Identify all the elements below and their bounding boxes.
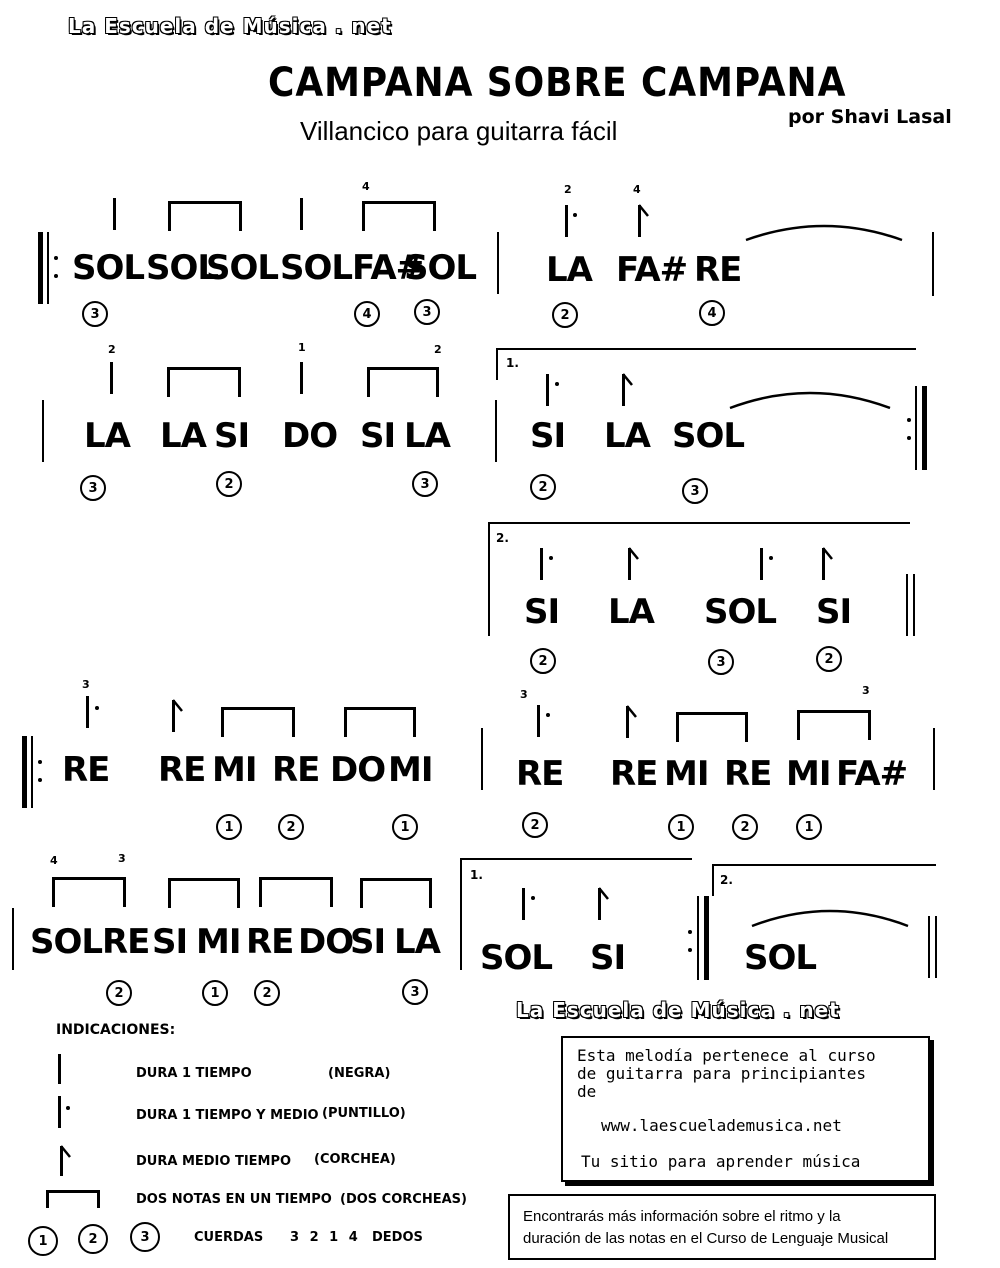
eighth-stem	[97, 1190, 100, 1208]
eighth-stem	[429, 878, 432, 908]
barline	[12, 908, 14, 970]
beam	[52, 877, 126, 880]
dotted-stem	[760, 548, 763, 580]
string-circle: 2	[732, 814, 758, 840]
author: por Shavi Lasal	[788, 106, 952, 128]
volta-label: 1.	[470, 868, 483, 882]
finger-number: 3	[118, 852, 126, 865]
flag	[628, 547, 640, 561]
volta-bracket	[488, 522, 490, 636]
course-line: de	[577, 1082, 597, 1101]
repeat-dot	[38, 778, 42, 782]
dot	[531, 896, 535, 900]
volta-bracket	[496, 348, 916, 350]
course-box	[561, 1036, 930, 1182]
note: SOL	[404, 248, 477, 288]
legend-text: DURA MEDIO TIEMPO	[136, 1154, 292, 1169]
note: RE	[516, 754, 564, 794]
flag	[626, 705, 638, 719]
flag	[822, 547, 834, 561]
legend-text: DURA 1 TIEMPO	[136, 1066, 252, 1081]
string-circle: 2	[530, 648, 556, 674]
quarter-stem	[300, 362, 303, 394]
dot	[546, 713, 550, 717]
note: RE	[272, 750, 320, 790]
quarter-stem	[113, 198, 116, 230]
note: SOL	[280, 248, 353, 288]
string-circle: 3	[130, 1222, 160, 1252]
beam	[168, 201, 242, 204]
repeat-dot	[688, 930, 692, 934]
eighth-stem	[344, 707, 347, 737]
beam	[360, 878, 432, 881]
note: FA#	[836, 754, 908, 794]
page-title: CAMPANA SOBRE CAMPANA	[268, 60, 847, 106]
eighth-stem	[168, 878, 171, 908]
note: RE	[62, 750, 110, 790]
eighth-stem	[259, 877, 262, 907]
string-circle: 1	[28, 1226, 58, 1256]
flag	[60, 1145, 72, 1159]
info-line: Encontrarás más información sobre el ritmo y la	[523, 1208, 841, 1225]
dot	[573, 213, 577, 217]
dotted-stem	[546, 374, 549, 406]
note: RE	[694, 250, 742, 290]
volta-bracket	[712, 864, 714, 896]
note: SOL	[146, 248, 219, 288]
final-barline	[913, 574, 915, 636]
volta-bracket	[460, 858, 462, 970]
note: MI	[196, 922, 241, 962]
note: SI	[590, 938, 626, 978]
finger-number: 2	[108, 343, 116, 356]
dotted-stem	[540, 548, 543, 580]
note: RE	[102, 922, 150, 962]
flag	[622, 373, 634, 387]
string-circle: 1	[668, 814, 694, 840]
note: MI	[388, 750, 433, 790]
beam	[797, 710, 871, 713]
finger-number: 4	[50, 854, 58, 867]
finger-numbers: 3 2 1 4	[290, 1230, 358, 1245]
strings-label: CUERDAS	[194, 1230, 264, 1245]
string-circle: 3	[412, 471, 438, 497]
repeat-dot	[38, 760, 42, 764]
finger-number: 4	[362, 180, 370, 193]
note: FA#	[352, 248, 424, 288]
course-tagline: Tu sitio para aprender música	[581, 1152, 861, 1171]
note: SOL	[30, 922, 103, 962]
dotted-stem	[537, 705, 540, 737]
note: SOL	[480, 938, 553, 978]
string-circle: 3	[402, 979, 428, 1005]
tie	[744, 220, 904, 250]
beam	[367, 367, 439, 370]
note: MI	[664, 754, 709, 794]
note: RE	[246, 922, 294, 962]
dotted-stem	[565, 205, 568, 237]
note: RE	[724, 754, 772, 794]
eighth-stem	[46, 1190, 49, 1208]
barline	[915, 386, 917, 470]
eighth-stem	[221, 707, 224, 737]
beam	[221, 707, 295, 710]
note: SOL	[704, 592, 777, 632]
string-circle: 2	[278, 814, 304, 840]
dot	[66, 1106, 70, 1110]
string-circle: 1	[202, 980, 228, 1006]
string-circle: 1	[796, 814, 822, 840]
flag	[172, 699, 184, 713]
note: SI	[816, 592, 852, 632]
course-line: de guitarra para principiantes	[577, 1064, 866, 1083]
eighth-stem	[239, 201, 242, 231]
finger-number: 3	[82, 678, 90, 691]
course-line: Esta melodía pertenece al curso	[577, 1046, 876, 1065]
beam	[676, 712, 748, 715]
volta-bracket	[460, 858, 692, 860]
note: SI	[214, 416, 250, 456]
string-circle: 3	[682, 478, 708, 504]
repeat-dot	[907, 418, 911, 422]
volta-label: 2.	[496, 531, 509, 545]
repeat-start-bar	[38, 232, 43, 304]
beam	[167, 367, 241, 370]
volta-bracket	[496, 348, 498, 380]
finger-number: 2	[564, 183, 572, 196]
note: SI	[152, 922, 188, 962]
note: SOL	[744, 938, 817, 978]
flag	[638, 204, 650, 218]
tie	[728, 384, 892, 414]
note: LA	[394, 922, 440, 962]
string-circle: 2	[78, 1224, 108, 1254]
barline	[42, 400, 44, 462]
tie	[750, 902, 910, 932]
note: RE	[158, 750, 206, 790]
fingers-label: DEDOS	[372, 1230, 423, 1245]
note: LA	[84, 416, 130, 456]
legend-name: (DOS CORCHEAS)	[340, 1192, 467, 1207]
eighth-stem	[123, 877, 126, 907]
note: RE	[610, 754, 658, 794]
barline	[31, 736, 33, 808]
beam-symbol	[46, 1190, 100, 1193]
finger-number: 1	[298, 341, 306, 354]
note: LA	[608, 592, 654, 632]
repeat-start-bar	[22, 736, 27, 808]
barline	[495, 400, 497, 462]
dot	[769, 556, 773, 560]
dot	[555, 382, 559, 386]
string-circle: 4	[699, 300, 725, 326]
finger-number: 4	[633, 183, 641, 196]
string-circle: 3	[414, 299, 440, 325]
dotted-symbol	[58, 1096, 61, 1128]
string-circle: 4	[354, 301, 380, 327]
repeat-dot	[688, 948, 692, 952]
eighth-stem	[168, 201, 171, 231]
note: DO	[298, 922, 354, 962]
string-circle: 1	[216, 814, 242, 840]
note: LA	[546, 250, 592, 290]
beam	[344, 707, 416, 710]
eighth-stem	[330, 877, 333, 907]
beam	[362, 201, 436, 204]
flag	[598, 887, 610, 901]
barline	[497, 232, 499, 294]
note: MI	[212, 750, 257, 790]
final-barline	[935, 916, 937, 978]
note: LA	[404, 416, 450, 456]
string-circle: 2	[530, 474, 556, 500]
beam	[168, 878, 240, 881]
legend-text: DOS NOTAS EN UN TIEMPO	[136, 1192, 332, 1207]
repeat-end-bar	[704, 896, 709, 980]
eighth-stem	[433, 201, 436, 231]
eighth-stem	[52, 877, 55, 907]
legend-name: (CORCHEA)	[314, 1152, 396, 1167]
info-line: duración de las notas en el Curso de Lenguaje Musical	[523, 1230, 889, 1247]
dotted-stem	[86, 696, 89, 728]
eighth-stem	[237, 878, 240, 908]
brand-footer: La Escuela de Música . net	[516, 998, 840, 1022]
eighth-stem	[362, 201, 365, 231]
note: MI	[786, 754, 831, 794]
string-circle: 3	[708, 649, 734, 675]
eighth-stem	[292, 707, 295, 737]
info-box	[508, 1194, 936, 1260]
legend-heading: INDICACIONES:	[56, 1022, 176, 1038]
string-circle: 2	[522, 812, 548, 838]
string-circle: 2	[216, 471, 242, 497]
eighth-stem	[868, 710, 871, 740]
dotted-stem	[522, 888, 525, 920]
finger-number: 3	[862, 684, 870, 697]
string-circle: 1	[392, 814, 418, 840]
barline	[906, 574, 908, 636]
eighth-stem	[367, 367, 370, 397]
note: SOL	[72, 248, 145, 288]
note: SI	[524, 592, 560, 632]
volta-bracket	[488, 522, 910, 524]
string-circle: 3	[82, 301, 108, 327]
eighth-stem	[360, 878, 363, 908]
note: SI	[350, 922, 386, 962]
string-circle: 2	[552, 302, 578, 328]
finger-number: 3	[520, 688, 528, 701]
legend-name: (NEGRA)	[328, 1066, 391, 1081]
legend-name: (PUNTILLO)	[322, 1106, 406, 1121]
barline	[928, 916, 930, 978]
note: SI	[360, 416, 396, 456]
quarter-stem	[110, 362, 113, 394]
finger-number: 2	[434, 343, 442, 356]
barline	[697, 896, 699, 980]
note: LA	[160, 416, 206, 456]
quarter-symbol	[58, 1054, 61, 1084]
note: DO	[282, 416, 338, 456]
note: FA#	[616, 250, 688, 290]
repeat-dot	[907, 436, 911, 440]
string-circle: 2	[254, 980, 280, 1006]
page-subtitle: Villancico para guitarra fácil	[300, 116, 618, 146]
barline	[932, 232, 934, 296]
course-url-link[interactable]: www.laescuelademusica.net	[601, 1116, 842, 1135]
volta-bracket	[712, 864, 936, 866]
repeat-dot	[54, 274, 58, 278]
repeat-dot	[54, 256, 58, 260]
note: SI	[530, 416, 566, 456]
eighth-stem	[797, 710, 800, 740]
string-circle: 2	[106, 980, 132, 1006]
string-circle: 3	[80, 475, 106, 501]
legend-text: DURA 1 TIEMPO Y MEDIO	[136, 1108, 319, 1123]
eighth-stem	[436, 367, 439, 397]
note: SOL	[672, 416, 745, 456]
dot	[549, 556, 553, 560]
eighth-stem	[413, 707, 416, 737]
volta-label: 1.	[506, 356, 519, 370]
barline	[47, 232, 49, 304]
quarter-stem	[300, 198, 303, 230]
repeat-end-bar	[922, 386, 927, 470]
volta-label: 2.	[720, 873, 733, 887]
brand-header: La Escuela de Música . net	[68, 14, 392, 38]
note: LA	[604, 416, 650, 456]
string-circle: 2	[816, 646, 842, 672]
eighth-stem	[745, 712, 748, 742]
note: DO	[330, 750, 386, 790]
eighth-stem	[676, 712, 679, 742]
barline	[481, 728, 483, 790]
barline	[933, 728, 935, 790]
dot	[95, 706, 99, 710]
beam	[259, 877, 333, 880]
note: SOL	[206, 248, 279, 288]
eighth-stem	[238, 367, 241, 397]
eighth-stem	[167, 367, 170, 397]
